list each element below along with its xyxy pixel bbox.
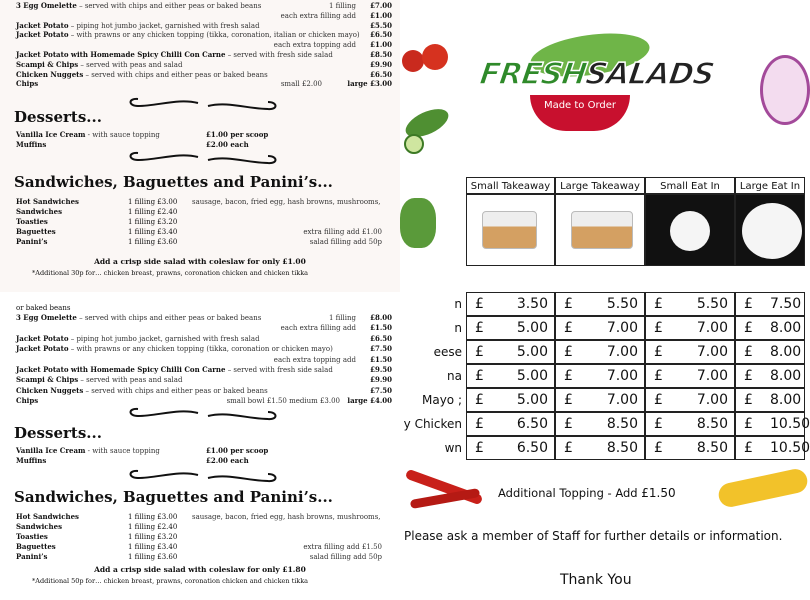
price-cell: [645, 412, 735, 436]
price-cell: [735, 364, 805, 388]
flourish-divider: [118, 96, 288, 110]
staff-note: Please ask a member of Staff for further details or information.: [404, 529, 783, 543]
flourish-divider: [118, 150, 288, 164]
sandwich-item: [16, 227, 392, 237]
price-value: 7.00: [606, 368, 638, 384]
currency-symbol: £: [564, 440, 573, 456]
currency-symbol: £: [475, 392, 484, 408]
item-name: Muffins: [16, 140, 47, 149]
cucumber-image: [400, 108, 452, 158]
price-cell: [466, 340, 555, 364]
item-extra: extra filling add £1.50: [303, 543, 382, 551]
sandwich-item: [16, 217, 392, 227]
price-cell: [735, 412, 810, 436]
item-price: £6.50: [370, 333, 392, 343]
price-cell: [555, 292, 645, 316]
price-value: 8.00: [770, 368, 802, 384]
currency-symbol: £: [744, 368, 753, 384]
currency-symbol: £: [475, 320, 484, 336]
cut-text: or baked beans: [16, 304, 71, 312]
menu-item: [16, 11, 392, 21]
price-value: 5.00: [516, 320, 548, 336]
item-price: 1 filling £3.40: [128, 543, 178, 551]
salad-name: y Chicken: [403, 417, 462, 431]
price-cell: [466, 316, 555, 340]
price-cell: [555, 436, 645, 460]
item-desc: – piping hot jumbo jacket, garnished with fresh salad: [68, 334, 260, 343]
dessert-item: [16, 130, 392, 140]
sandwich-item: [16, 237, 392, 247]
item-option: each extra filling add: [280, 11, 356, 20]
currency-symbol: £: [654, 392, 663, 408]
item-price: £9.50: [370, 365, 392, 374]
price-value: 3.50: [516, 296, 548, 312]
item-price: £2.00 each: [206, 456, 249, 465]
price-cell: [555, 316, 645, 340]
box-icon: [571, 211, 633, 249]
item-desc: – served with fresh side salad: [225, 51, 333, 59]
item-option: each extra filling add: [280, 324, 356, 333]
salad-note: Add a crisp side salad with coleslaw for only £1.80: [94, 565, 306, 574]
price-value: 7.00: [696, 320, 728, 336]
menu-panel-new-prices: [0, 294, 400, 600]
item-name: Chicken Nuggets: [16, 385, 84, 395]
item-desc: – served with fresh side salad: [225, 366, 333, 374]
currency-symbol: £: [564, 368, 573, 384]
item-name: Jacket Potato: [16, 30, 69, 40]
menu-item: [16, 50, 392, 60]
item-desc: – served with chips and either peas or baked beans: [83, 70, 268, 79]
takeaway-box-image: [466, 194, 555, 266]
sandwiches-heading: Sandwiches, Baguettes and Panini’s...: [14, 488, 333, 506]
item-option: small £2.00: [280, 80, 322, 89]
item-price: 1 filling £3.00: [128, 198, 178, 206]
item-name: Hot Sandwiches: [16, 197, 79, 206]
item-price: £8.50: [370, 50, 392, 59]
item-price: £1.00 per scoop: [206, 446, 269, 455]
price-value: 5.00: [516, 344, 548, 360]
item-extra: sausage, bacon, fried egg, hash browns, mushrooms,: [192, 513, 381, 521]
item-price: £9.90: [370, 375, 392, 385]
item-name: Chips: [16, 396, 39, 406]
item-name: Toasties: [16, 217, 48, 226]
currency-symbol: £: [654, 320, 663, 336]
price-value: 8.50: [606, 440, 638, 456]
plate-icon: [670, 211, 710, 251]
menu-panel-old-prices: [0, 0, 400, 292]
item-name: Scampi & Chips: [16, 375, 79, 385]
sandwich-item: [16, 197, 392, 207]
price-cell: [645, 436, 735, 460]
price-value: 10.50: [770, 440, 810, 456]
price-value: 8.50: [696, 440, 728, 456]
item-price: 1 filling £3.00: [128, 513, 178, 521]
price-cell: [735, 340, 805, 364]
currency-symbol: £: [564, 344, 573, 360]
item-name: Scampi & Chips: [16, 59, 79, 69]
item-name: Chips: [16, 79, 39, 89]
price-value: 7.50: [770, 296, 802, 312]
sandwich-item: [16, 522, 392, 532]
currency-symbol: £: [744, 440, 753, 456]
item-name: Hot Sandwiches: [16, 512, 79, 521]
sandwiches-heading: Sandwiches, Baguettes and Panini’s...: [14, 173, 333, 191]
item-name: Sandwiches: [16, 207, 63, 216]
item-name: Vanilla Ice Cream: [16, 130, 86, 139]
sandwich-item: [16, 207, 392, 217]
salad-name: n: [454, 321, 462, 335]
price-value: 7.00: [696, 344, 728, 360]
sandwich-item: [16, 542, 392, 552]
chilli-image: [404, 472, 484, 516]
sandwich-item: [16, 532, 392, 542]
menu-item: [16, 365, 392, 375]
price-value: 7.00: [606, 320, 638, 336]
currency-symbol: £: [564, 320, 573, 336]
lettuce-image: [400, 198, 436, 248]
price-cell: [466, 292, 555, 316]
dessert-item: [16, 446, 392, 456]
price-cell: [645, 340, 735, 364]
currency-symbol: £: [475, 440, 484, 456]
item-price: £1.00: [370, 40, 392, 50]
price-cell: [645, 316, 735, 340]
topping-label: Additional Topping - Add: [498, 486, 638, 500]
currency-symbol: £: [654, 440, 663, 456]
price-value: 7.00: [696, 368, 728, 384]
dessert-item: [16, 456, 392, 466]
currency-symbol: £: [744, 344, 753, 360]
item-price: £1.50: [370, 323, 392, 333]
item-desc: - with sauce topping: [85, 447, 160, 455]
item-name: Panini’s: [16, 552, 48, 561]
currency-symbol: £: [564, 416, 573, 432]
plate-icon: [742, 203, 802, 259]
item-name: Jacket Potato with Homemade Spicy Chilli Con Carne: [16, 50, 226, 59]
price-cell: [555, 388, 645, 412]
tomato-image: [402, 38, 450, 78]
currency-symbol: £: [654, 344, 663, 360]
price-value: 7.00: [606, 344, 638, 360]
currency-symbol: £: [475, 296, 484, 312]
plate-image: [645, 194, 735, 266]
item-price: £7.50: [370, 344, 392, 354]
item-desc: - with sauce topping: [85, 131, 160, 139]
takeaway-box-image: [555, 194, 645, 266]
additional-note: *Additional 50p for… chicken breast, prawns, coronation chicken and chicken tikka: [32, 577, 309, 585]
item-price: £6.50: [370, 69, 392, 79]
price-value: 7.00: [606, 392, 638, 408]
menu-item: [16, 355, 392, 365]
item-extra: salad filling add 50p: [309, 553, 382, 561]
price-value: 5.50: [696, 296, 728, 312]
salad-note: Add a crisp side salad with coleslaw for only £1.00: [94, 257, 306, 266]
column-header: Small Takeaway: [466, 177, 555, 194]
topping-price: £1.50: [641, 486, 676, 500]
price-cell: [466, 436, 555, 460]
box-icon: [482, 211, 537, 249]
currency-symbol: £: [744, 320, 753, 336]
price-cell: [735, 388, 805, 412]
price-value: 8.50: [696, 416, 728, 432]
dessert-item: [16, 140, 392, 150]
item-price: 1 filling £3.60: [128, 553, 178, 561]
item-name: Jacket Potato: [16, 20, 69, 30]
item-desc: – served with peas and salad: [78, 376, 183, 385]
thank-you: Thank You: [560, 572, 632, 588]
item-price: £1.00: [370, 10, 392, 20]
item-price: £5.50: [370, 20, 392, 30]
menu-item: [16, 79, 392, 89]
desserts-heading: Desserts...: [14, 108, 102, 126]
flourish-divider: [118, 406, 288, 420]
price-cell: [466, 364, 555, 388]
price-value: 8.50: [606, 416, 638, 432]
item-price: 1 filling £3.40: [128, 228, 178, 236]
item-option: each extra topping add: [273, 355, 356, 364]
item-price: £2.00 each: [206, 140, 249, 149]
item-price: £9.90: [370, 59, 392, 69]
price-value: 5.00: [516, 368, 548, 384]
sandwich-item: [16, 552, 392, 562]
item-price: £6.50: [370, 30, 392, 40]
item-name: Sandwiches: [16, 522, 63, 531]
price-cell: [645, 292, 735, 316]
item-name: Muffins: [16, 456, 47, 465]
price-cell: [735, 292, 805, 316]
additional-note: *Additional 30p for… chicken breast, prawns, coronation chicken and chicken tikka: [32, 269, 309, 277]
salad-name: n: [454, 297, 462, 311]
currency-symbol: £: [744, 296, 753, 312]
item-price: 1 filling £3.20: [128, 533, 178, 541]
item-desc: – served with chips and either peas or baked beans: [83, 386, 268, 395]
additional-topping: [498, 486, 676, 500]
salad-name: ; Mayo: [421, 393, 462, 407]
item-name: Jacket Potato with Homemade Spicy Chilli Con Carne: [16, 365, 226, 374]
item-price: 1 filling £2.40: [128, 523, 178, 531]
item-option: each extra topping add: [273, 41, 356, 50]
item-name: Jacket Potato: [16, 344, 69, 354]
item-name: Vanilla Ice Cream: [16, 446, 86, 455]
item-price: 1 filling £3.20: [128, 218, 178, 226]
item-price: £8.00: [370, 313, 392, 322]
price-value: 7.00: [696, 392, 728, 408]
salad-name: wn: [444, 441, 462, 455]
currency-symbol: £: [564, 296, 573, 312]
salad-name: eese: [433, 345, 462, 359]
item-extra: salad filling add 50p: [309, 238, 382, 246]
menu-item: [16, 313, 392, 323]
item-desc: – piping hot jumbo jacket, garnished with fresh salad: [68, 21, 260, 30]
item-option: 1 filling: [328, 314, 356, 322]
currency-symbol: £: [475, 368, 484, 384]
item-name: Chicken Nuggets: [16, 69, 84, 79]
item-price: large £4.00: [347, 396, 392, 406]
price-cell: [555, 412, 645, 436]
price-value: 5.00: [516, 392, 548, 408]
item-price: £1.50: [370, 354, 392, 364]
item-desc: – served with peas and salad: [78, 60, 183, 69]
currency-symbol: £: [654, 296, 663, 312]
item-name: Baguettes: [16, 542, 56, 551]
item-price: £1.00 per scoop: [206, 130, 269, 139]
item-option: 1 filling: [328, 2, 356, 10]
price-value: 10.50: [770, 416, 810, 432]
currency-symbol: £: [654, 368, 663, 384]
price-cell: [735, 316, 805, 340]
onion-image: [760, 55, 810, 125]
salad-name: na: [447, 369, 462, 383]
menu-item: [16, 344, 392, 354]
item-desc: – with prawns or any chicken topping (tikka, coronation or chicken mayo): [68, 345, 333, 354]
menu-item: [16, 1, 392, 11]
item-desc: – with prawns or any chicken topping (tikka, coronation, italian or chicken mayo): [68, 31, 360, 40]
menu-item: [16, 334, 392, 344]
item-name: Toasties: [16, 532, 48, 541]
fresh-salads-logo: FRESHSALADS Made to Order: [480, 35, 700, 135]
price-cell: [555, 340, 645, 364]
price-value: 6.50: [516, 416, 548, 432]
price-cell: [466, 412, 555, 436]
price-cell: [466, 388, 555, 412]
desserts-heading: Desserts...: [14, 424, 102, 442]
menu-item: [16, 375, 392, 385]
item-name: 3 Egg Omelette: [16, 1, 77, 10]
item-name: Baguettes: [16, 227, 56, 236]
menu-item: [16, 70, 392, 80]
price-value: 6.50: [516, 440, 548, 456]
item-name: Panini’s: [16, 237, 48, 246]
menu-item: [16, 40, 392, 50]
price-value: 8.00: [770, 320, 802, 336]
price-value: 8.00: [770, 344, 802, 360]
menu-item: [16, 386, 392, 396]
item-desc: – served with chips and either peas or baked beans: [76, 2, 262, 10]
corn-image: [716, 467, 809, 509]
cut-line: [16, 303, 392, 313]
price-value: 5.50: [606, 296, 638, 312]
currency-symbol: £: [475, 344, 484, 360]
currency-symbol: £: [564, 392, 573, 408]
menu-item: [16, 21, 392, 31]
fresh-salads-menu: [400, 0, 810, 600]
flourish-divider: [118, 468, 288, 482]
column-header: Large Eat In: [735, 177, 805, 194]
item-name: Jacket Potato: [16, 333, 69, 343]
price-value: 8.00: [770, 392, 802, 408]
price-cell: [555, 364, 645, 388]
plate-image: [735, 194, 805, 266]
column-header: Large Takeaway: [555, 177, 645, 194]
item-desc: – served with chips and either peas or baked beans: [76, 314, 262, 322]
sandwich-item: [16, 512, 392, 522]
item-price: large £3.00: [347, 79, 392, 89]
item-price: £7.50: [370, 385, 392, 395]
price-cell: [645, 364, 735, 388]
menu-item: [16, 396, 392, 406]
menu-item: [16, 323, 392, 333]
price-cell: [645, 388, 735, 412]
currency-symbol: £: [475, 416, 484, 432]
item-name: 3 Egg Omelette: [16, 313, 77, 322]
item-option: small bowl £1.50 medium £3.00: [226, 397, 340, 406]
item-price: 1 filling £2.40: [128, 208, 178, 216]
menu-item: [16, 30, 392, 40]
currency-symbol: £: [654, 416, 663, 432]
column-header: Small Eat In: [645, 177, 735, 194]
item-extra: extra filling add £1.00: [303, 228, 382, 236]
currency-symbol: £: [744, 392, 753, 408]
item-price: 1 filling £3.60: [128, 238, 178, 246]
item-price: £7.00: [370, 1, 392, 10]
menu-item: [16, 60, 392, 70]
price-cell: [735, 436, 810, 460]
item-extra: sausage, bacon, fried egg, hash browns, mushrooms,: [192, 198, 381, 206]
currency-symbol: £: [744, 416, 753, 432]
